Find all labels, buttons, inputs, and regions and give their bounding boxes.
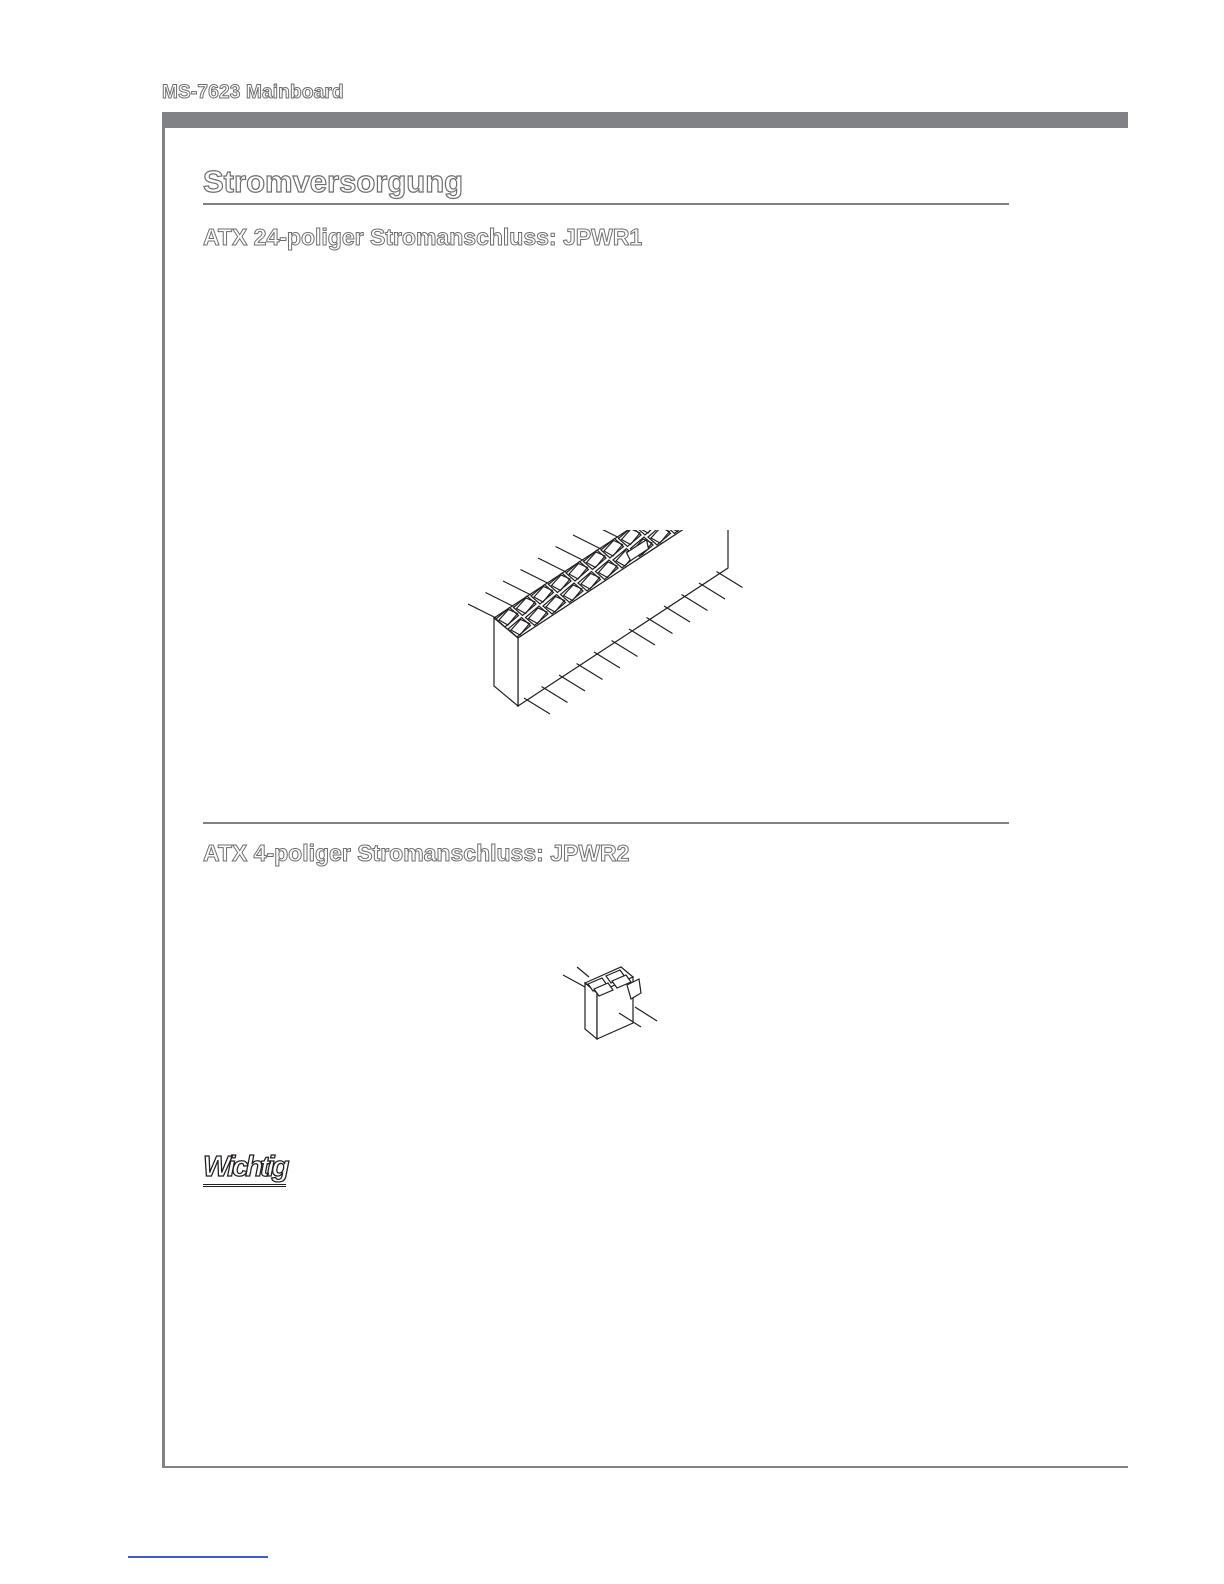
header-label: MS-7623 Mainboard: [162, 82, 344, 103]
jpwr1-heading: ATX 24-poliger Stromanschluss: JPWR1: [203, 224, 643, 250]
jpwr2-heading: ATX 4-poliger Stromanschluss: JPWR2: [203, 840, 630, 866]
important-label: Wichtig: [203, 1152, 286, 1187]
jpwr2-connector-diagram: [555, 955, 675, 1055]
header-bar: [162, 112, 1128, 128]
title-divider: [203, 203, 1009, 205]
section-divider: [203, 822, 1009, 824]
section-title: Stromversorgung: [203, 164, 464, 199]
left-margin-rule: [162, 112, 165, 1468]
jpwr1-connector-diagram: [440, 530, 770, 730]
bottom-rule: [162, 1466, 1128, 1468]
footer-link-line: [128, 1556, 268, 1558]
